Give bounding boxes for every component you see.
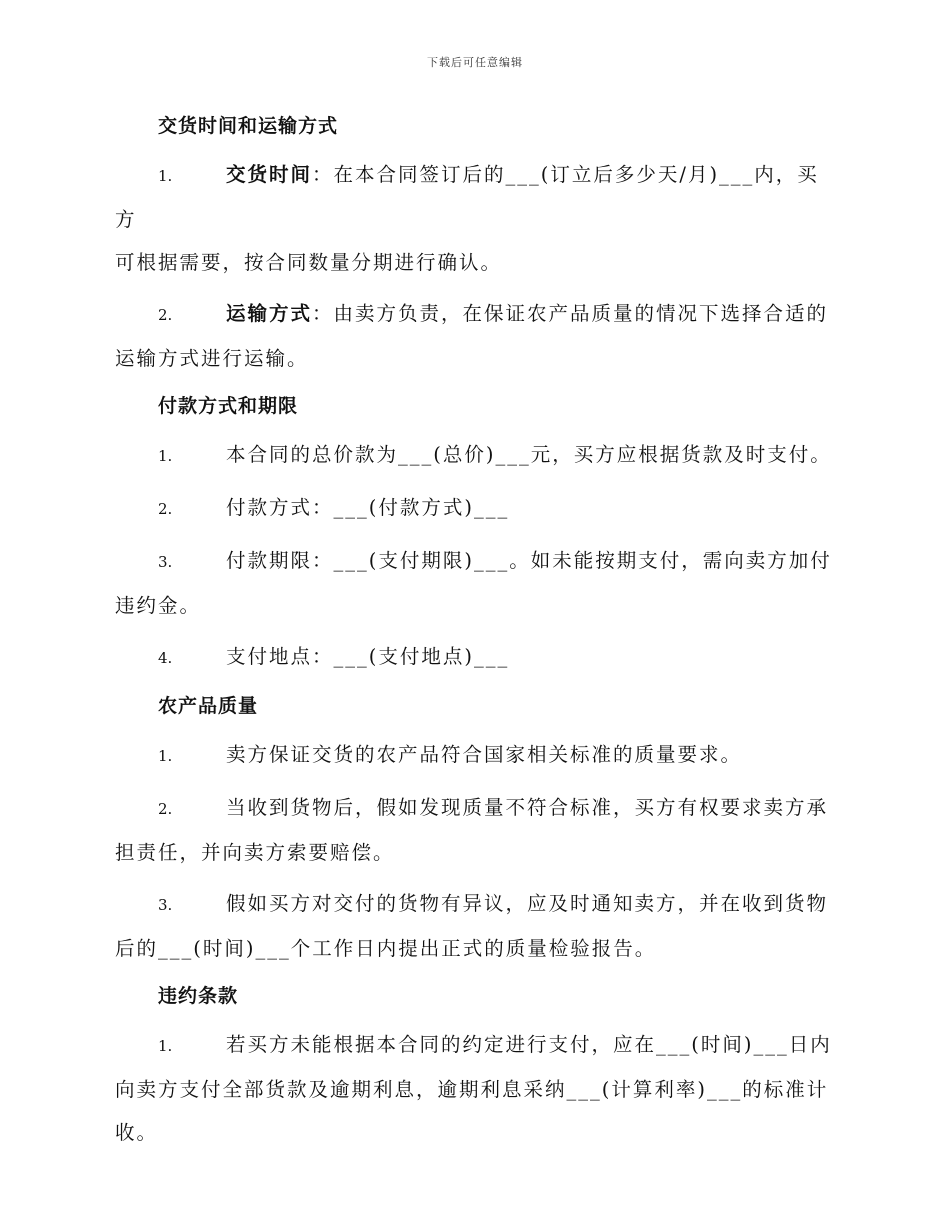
- clause-number: 4.: [158, 649, 173, 667]
- clause-text: 本合同的总价款为___(总价)___元，买方应根据货款及时支付。: [226, 443, 832, 466]
- clause-term: 交货时间: [226, 163, 313, 186]
- clause-payment-term: [115, 539, 835, 627]
- clause-text-cont: 后的___(时间)___个工作日内提出正式的质量检验报告。: [115, 937, 657, 960]
- section-title-delivery: 交货时间和运输方式: [158, 115, 339, 137]
- clause-text: 付款期限：___(支付期限)___。如未能按期支付，需向卖方加付: [226, 549, 832, 572]
- clause-text: 当收到货物后，假如发现质量不符合标准，买方有权要求卖方承: [226, 796, 829, 819]
- clause-number: 3.: [158, 896, 173, 914]
- clause-quality-claim: [115, 786, 835, 874]
- clause-number: 1.: [158, 747, 173, 765]
- clause-quality-objection: [115, 882, 835, 970]
- clause-text-cont: 向卖方支付全部货款及逾期利息，逾期利息采纳___(计算利率)___的标准计: [115, 1078, 829, 1101]
- clause-term: 运输方式: [226, 302, 313, 325]
- clause-text: 卖方保证交货的农产品符合国家相关标准的质量要求。: [226, 743, 743, 766]
- clause-text-cont: 担责任，并向卖方索要赔偿。: [115, 841, 395, 864]
- clause-breach-payment: [115, 1023, 835, 1154]
- clause-text: ：由卖方负责，在保证农产品质量的情况下选择合适的: [312, 302, 829, 325]
- section-title-payment: 付款方式和期限: [158, 395, 299, 417]
- clause-text: 付款方式：___(付款方式)___: [226, 496, 510, 519]
- section-title-quality: 农产品质量: [158, 695, 259, 717]
- clause-quality-standard: [115, 733, 835, 778]
- page-header: 下载后可任意编辑: [427, 56, 523, 69]
- section-title-breach: 违约条款: [158, 985, 239, 1007]
- clause-text: 假如买方对交付的货物有异议，应及时通知卖方，并在收到货物: [226, 892, 829, 915]
- clause-text-cont: 运输方式进行运输。: [115, 347, 309, 370]
- clause-number: 1.: [158, 447, 173, 465]
- clause-number: 1.: [158, 1037, 173, 1055]
- clause-text-cont: 收。: [115, 1121, 159, 1144]
- clause-number: 2.: [158, 800, 173, 818]
- clause-number: 2.: [158, 306, 173, 324]
- clause-number: 2.: [158, 500, 173, 518]
- clause-number: 1.: [158, 167, 173, 185]
- clause-payment-place: [115, 635, 835, 680]
- clause-payment-method: [115, 486, 835, 531]
- clause-total-price: [115, 433, 835, 478]
- clause-number: 3.: [158, 553, 173, 571]
- clause-transport: [115, 292, 835, 380]
- document-body: [115, 108, 835, 1154]
- clause-text: 支付地点：___(支付地点)___: [226, 645, 510, 668]
- clause-text: 若买方未能根据本合同的约定进行支付，应在___(时间)___日内: [226, 1033, 832, 1056]
- clause-text-cont: 违约金。: [115, 594, 202, 617]
- clause-text-cont: 可根据需要，按合同数量分期进行确认。: [115, 251, 503, 274]
- clause-text: ：在本合同签订后的___(订立后多少天/月)___内，买方: [115, 163, 819, 231]
- clause-delivery-time: [115, 153, 835, 284]
